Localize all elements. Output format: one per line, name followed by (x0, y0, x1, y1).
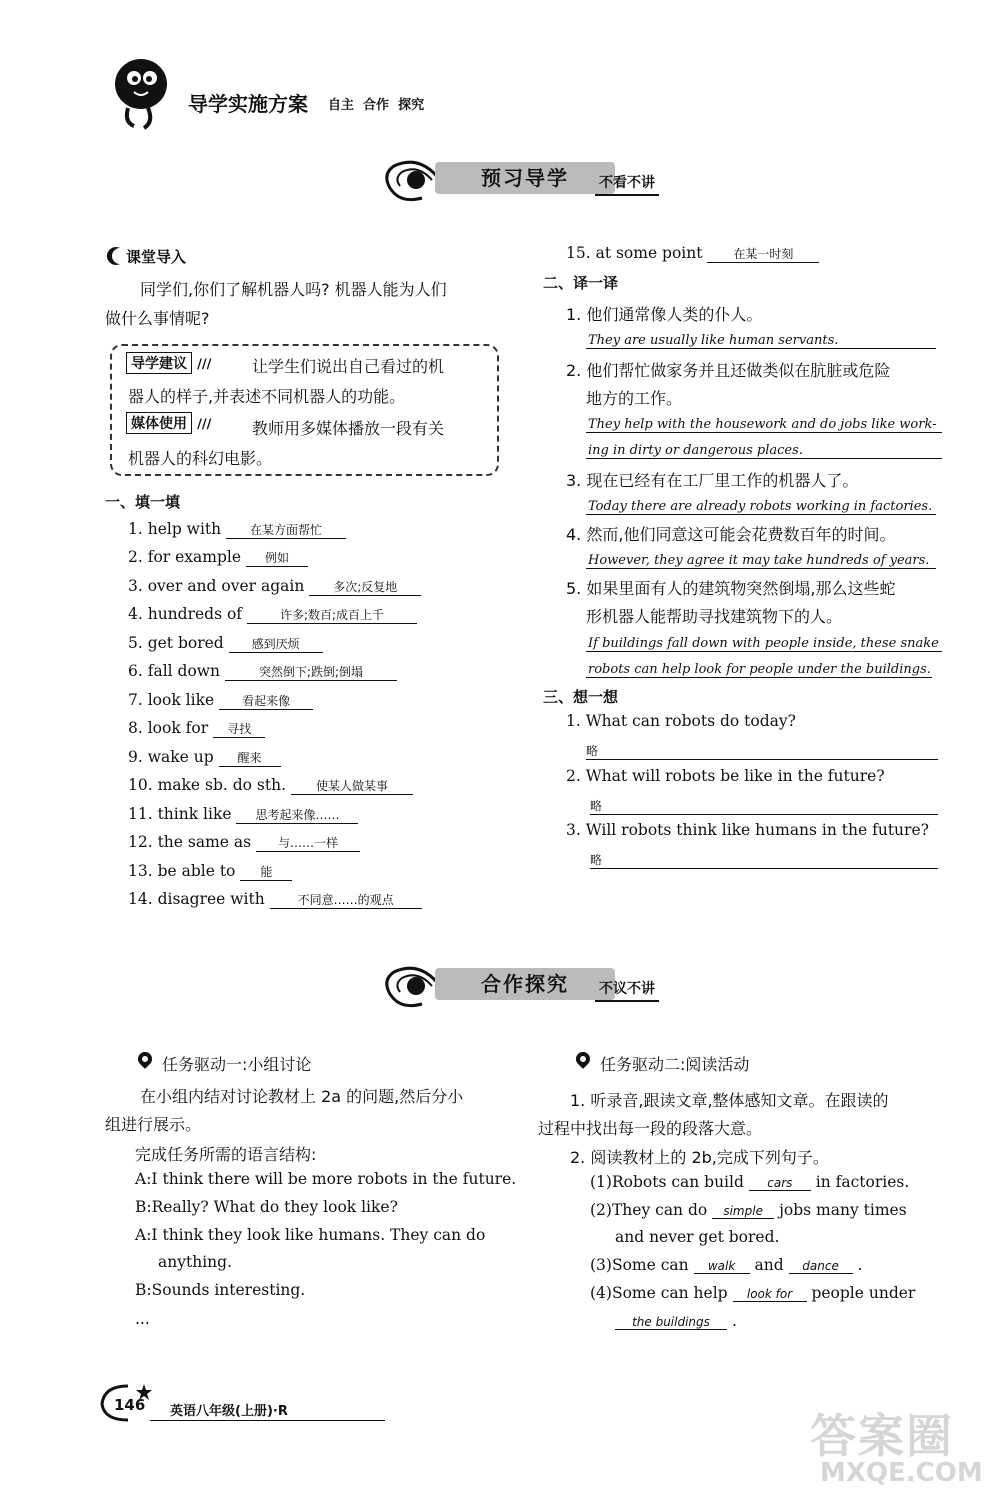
banner-cooperate (380, 958, 680, 1014)
task2-sentence: (1)Robots can build cars in factories. (590, 1173, 910, 1191)
book-title: 英语八年级(上册)·R (170, 1404, 288, 1419)
fill-item: 13. be able to 能 (128, 862, 292, 881)
task2-sentence: (4)Some can help look for people under (590, 1284, 916, 1302)
think-heading: 三、想一想 (543, 688, 619, 706)
translate-en: robots can help look for people under the buildings. (588, 662, 931, 677)
fill-heading: 一、填一填 (105, 493, 181, 511)
page-number: 146 (114, 1396, 146, 1414)
dialogue-line: A:I think there will be more robots in the future. (135, 1170, 517, 1188)
guide-text-1: 让学生们说出自己看过的机 (252, 357, 445, 376)
banner-side-text: 不议不讲 (595, 978, 659, 1002)
media-row: 媒体使用 /// (126, 412, 211, 434)
dialogue-line: anything. (158, 1253, 232, 1271)
translate-cn: 形机器人能帮助寻找建筑物下的人。 (586, 607, 843, 626)
task2-heading: 任务驱动二:阅读活动 (600, 1055, 750, 1074)
intro-text-2: 做什么事情呢? (105, 309, 210, 328)
task1-heading: 任务驱动一:小组讨论 (162, 1055, 312, 1074)
intro-text-1: 同学们,你们了解机器人吗? 机器人能为人们 (140, 280, 447, 299)
guide-row: 导学建议 /// (126, 352, 211, 374)
watermark-url: MXQE.COM (820, 1458, 983, 1488)
banner-preview (380, 152, 680, 208)
dialogue-line: B:Sounds interesting. (135, 1281, 306, 1299)
task2-sentence: (2)They can do simple jobs many times (590, 1201, 907, 1219)
guide-tag: 导学建议 (126, 352, 192, 374)
translate-cn: 4. 然而,他们同意这可能会花费数百年的时间。 (566, 525, 896, 544)
task2-sentence: and never get bored. (615, 1228, 780, 1246)
fill-item: 9. wake up 醒来 (128, 748, 281, 767)
translate-heading: 二、译一译 (543, 274, 619, 292)
location-pin-icon (573, 1049, 593, 1069)
location-pin-icon (135, 1049, 155, 1069)
translate-en: ing in dirty or dangerous places. (586, 439, 942, 459)
banner-title-pill: 预习导学 (435, 162, 615, 194)
dialogue-line: B:Really? What do they look like? (135, 1198, 398, 1216)
think-question: 1. What can robots do today? (566, 712, 796, 730)
task1-text: 完成任务所需的语言结构: (135, 1145, 317, 1164)
task1-text: 在小组内结对讨论教材上 2a 的问题,然后分小 (140, 1087, 464, 1106)
translate-en: If buildings fall down with people inside, these snake (586, 632, 942, 652)
fill-item: 10. make sb. do sth. 使某人做某事 (128, 776, 413, 795)
media-tag: 媒体使用 (126, 412, 192, 434)
task1-text: 组进行展示。 (105, 1115, 202, 1134)
fill-item: 2. for example 例如 (128, 548, 308, 567)
task2-text: 2. 阅读教材上的 2b,完成下列句子。 (570, 1148, 829, 1167)
translate-cn: 1. 他们通常像人类的仆人。 (566, 305, 763, 324)
translate-en: Today there are already robots working in factories. (586, 495, 936, 515)
fill-item: 3. over and over again 多次;反复地 (128, 577, 421, 596)
translate-cn: 2. 他们帮忙做家务并且还做类似在肮脏或危险 (566, 361, 891, 380)
task2-sentence: the buildings . (615, 1312, 737, 1330)
think-answer: 略 (590, 849, 938, 869)
mascot-logo (108, 52, 170, 132)
task2-text: 过程中找出每一段的段落大意。 (538, 1119, 763, 1138)
translate-en: However, they agree it may take hundreds of years. (586, 549, 936, 569)
fill-item: 8. look for 寻找 (128, 719, 265, 738)
fill-item: 7. look like 看起来像 (128, 691, 313, 710)
header-subtitle: 自主 合作 探究 (328, 98, 425, 113)
intro-heading: 课堂导入 (126, 248, 187, 266)
think-question: 3. Will robots think like humans in the future? (566, 821, 929, 839)
media-text-1: 教师用多媒体播放一段有关 (252, 419, 445, 438)
think-question: 2. What will robots be like in the future? (566, 767, 885, 785)
footer-rule (150, 1420, 385, 1421)
banner-title-pill: 合作探究 (435, 968, 615, 1000)
fill-item: 11. think like 思考起来像…… (128, 805, 358, 824)
fill-item: 14. disagree with 不同意……的观点 (128, 890, 422, 909)
guide-text-2: 器人的样子,并表述不同机器人的功能。 (128, 387, 406, 406)
fill-item: 1. help with 在某方面帮忙 (128, 520, 346, 539)
translate-en: They help with the housework and do jobs like work- (586, 413, 942, 433)
fill-item: 12. the same as 与……一样 (128, 833, 360, 852)
watermark: 答案圈 (810, 1409, 954, 1463)
task2-sentence: (3)Some can walk and dance . (590, 1256, 863, 1274)
translate-cn: 3. 现在已经有在工厂里工作的机器人了。 (566, 471, 859, 490)
header-title: 导学实施方案 (188, 92, 308, 116)
think-answer: 略 (590, 795, 938, 815)
translate-en: They are usually like human servants. (586, 329, 936, 349)
fill-item: 4. hundreds of 许多;数百;成百上千 (128, 605, 417, 624)
fill-item: 6. fall down 突然倒下;跌倒;倒塌 (128, 662, 397, 681)
moon-icon (106, 246, 124, 266)
task2-text: 1. 听录音,跟读文章,整体感知文章。在跟读的 (570, 1091, 889, 1110)
translate-cn: 5. 如果里面有人的建筑物突然倒塌,那么这些蛇 (566, 579, 896, 598)
media-text-2: 机器人的科幻电影。 (128, 449, 273, 468)
banner-side-text: 不看不讲 (595, 172, 659, 196)
dialogue-line: ... (135, 1310, 150, 1328)
fill-item: 15. at some point 在某一时刻 (566, 244, 819, 263)
translate-cn: 地方的工作。 (586, 389, 683, 408)
fill-item: 5. get bored 感到厌烦 (128, 634, 323, 653)
dialogue-line: A:I think they look like humans. They can do (135, 1226, 486, 1244)
think-answer: 略 (586, 740, 938, 760)
